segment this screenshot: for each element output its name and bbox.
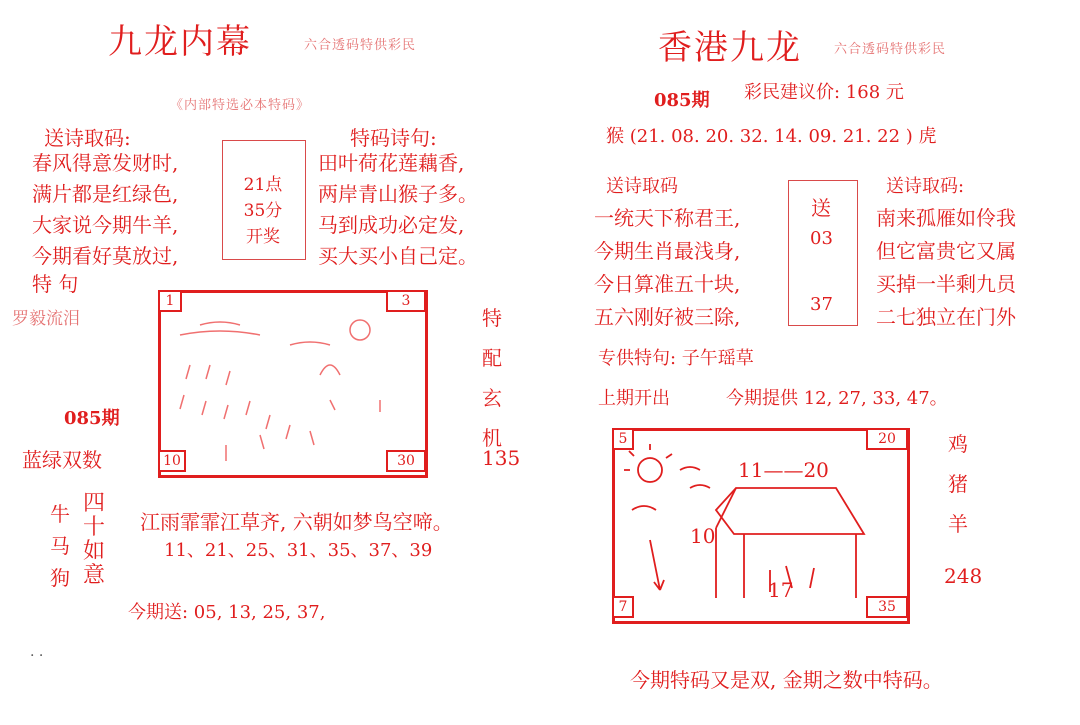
time-line: 21点 [243,175,283,195]
drawing-arrow-label: 11——20 [738,458,829,482]
corner-label: 10 [158,450,186,472]
right-poem-left-block [594,202,740,334]
send-box-line: 03 [810,228,833,249]
time-box-text [222,172,304,250]
te-ju-label: 特 句 [32,272,79,296]
vertical-char: 鸡 [948,432,968,456]
poem-line: 南来孤雁如伶我 [876,206,1016,230]
left-title: 九龙内幕 [108,22,252,62]
left-vertical-hint [478,298,506,458]
animal-char: 马 [50,534,70,558]
time-line: 开奖 [246,227,280,247]
right-subtitle: 六合透码特供彩民 [834,42,947,57]
poem-line: 买掉一半剩九员 [876,272,1016,296]
time-line: 35分 [243,201,283,221]
send-box-line: 送 [811,196,831,220]
send-box-line: 37 [810,294,833,315]
left-send-numbers: 今期送: 05, 13, 25, 37, [128,602,326,623]
right-title: 香港九龙 [658,28,802,68]
si-shi-char: 十 [82,515,105,540]
right-footer: 今期特码又是双, 金期之数中特码。 [630,668,943,692]
animal-char: 狗 [50,566,70,590]
poem-line: 今日算准五十块, [594,272,741,296]
left-poem-block [32,148,178,272]
left-right-number: 135 [482,446,521,470]
vertical-char: 羊 [948,512,968,536]
poem-line: 今期生肖最浅身, [594,239,741,263]
color-hint: 蓝绿双数 [22,448,102,472]
vertical-char: 机 [482,426,502,450]
si-shi-ru-yi-column [80,492,108,588]
right-poem-left-heading: 送诗取码 [606,176,678,197]
animals-column [46,498,74,594]
poem-line: 但它富贵它又属 [876,239,1016,263]
poem-line: 田叶荷花莲藕香, [318,151,465,175]
poem-line: 马到成功必定发, [318,213,465,237]
vertical-char: 玄 [482,386,502,410]
poem-line: 大家说今期牛羊, [32,213,179,237]
monkey-tiger-line: 猴 (21. 08. 20. 32. 14. 09. 21. 22 ) 虎 [606,126,937,147]
vertical-char: 特 [482,306,502,330]
left-bottom-poem: 江雨霏霏江草齐, 六朝如梦鸟空啼。 [140,510,453,534]
poem-line: 今期看好莫放过, [32,244,179,268]
drawing-label-17: 17 [768,578,794,602]
si-shi-char: 四 [82,491,105,516]
corner-label: 30 [386,450,426,472]
right-poem-right-heading: 送诗取码: [886,176,965,197]
last-open-label: 上期开出 [598,388,670,409]
left-issue: 085期 [64,408,120,429]
corner-label: 35 [866,596,908,618]
right-poem-heading: 特码诗句: [350,126,437,150]
poem-line: 满片都是红绿色, [32,182,179,206]
today-offer: 今期提供 12, 27, 33, 47。 [726,388,948,409]
luo-yi-label: 罗毅流泪 [12,309,80,329]
rain-sketch-illustration [170,305,410,465]
right-poem-block [318,148,478,272]
poem-line: 两岸青山猴子多。 [318,182,478,206]
corner-label: 3 [386,290,426,312]
poem-line: 五六刚好被三除, [594,305,741,329]
right-issue: 085期 [654,90,710,111]
price-line: 彩民建议价: 168 元 [744,82,904,103]
small-dots: . . [30,644,44,660]
corner-label: 7 [612,596,634,618]
special-line: 专供特句: 子午瑶草 [598,348,754,369]
left-banner: 《内部特选必本特码》 [170,98,311,113]
drawing-label-10: 10 [690,524,716,548]
vertical-char: 配 [482,346,502,370]
animal-char: 牛 [50,502,70,526]
left-bottom-numbers: 11、21、25、31、35、37、39 [164,540,433,561]
poem-line: 买大买小自己定。 [318,244,478,268]
si-shi-char: 意 [82,563,105,588]
vertical-char: 猪 [948,472,968,496]
poem-line: 一统天下称君王, [594,206,741,230]
right-right-number: 248 [944,564,983,588]
poem-line: 二七独立在门外 [876,305,1016,329]
right-poem-right-block [876,202,1016,334]
corner-label: 5 [612,428,634,450]
corner-label: 20 [866,428,908,450]
right-vertical-hint [944,424,972,544]
poem-line: 春风得意发财时, [32,151,179,175]
si-shi-char: 如 [82,539,105,564]
left-subtitle: 六合透码特供彩民 [304,38,417,53]
left-poem-heading: 送诗取码: [44,126,131,150]
corner-label: 1 [158,290,182,312]
